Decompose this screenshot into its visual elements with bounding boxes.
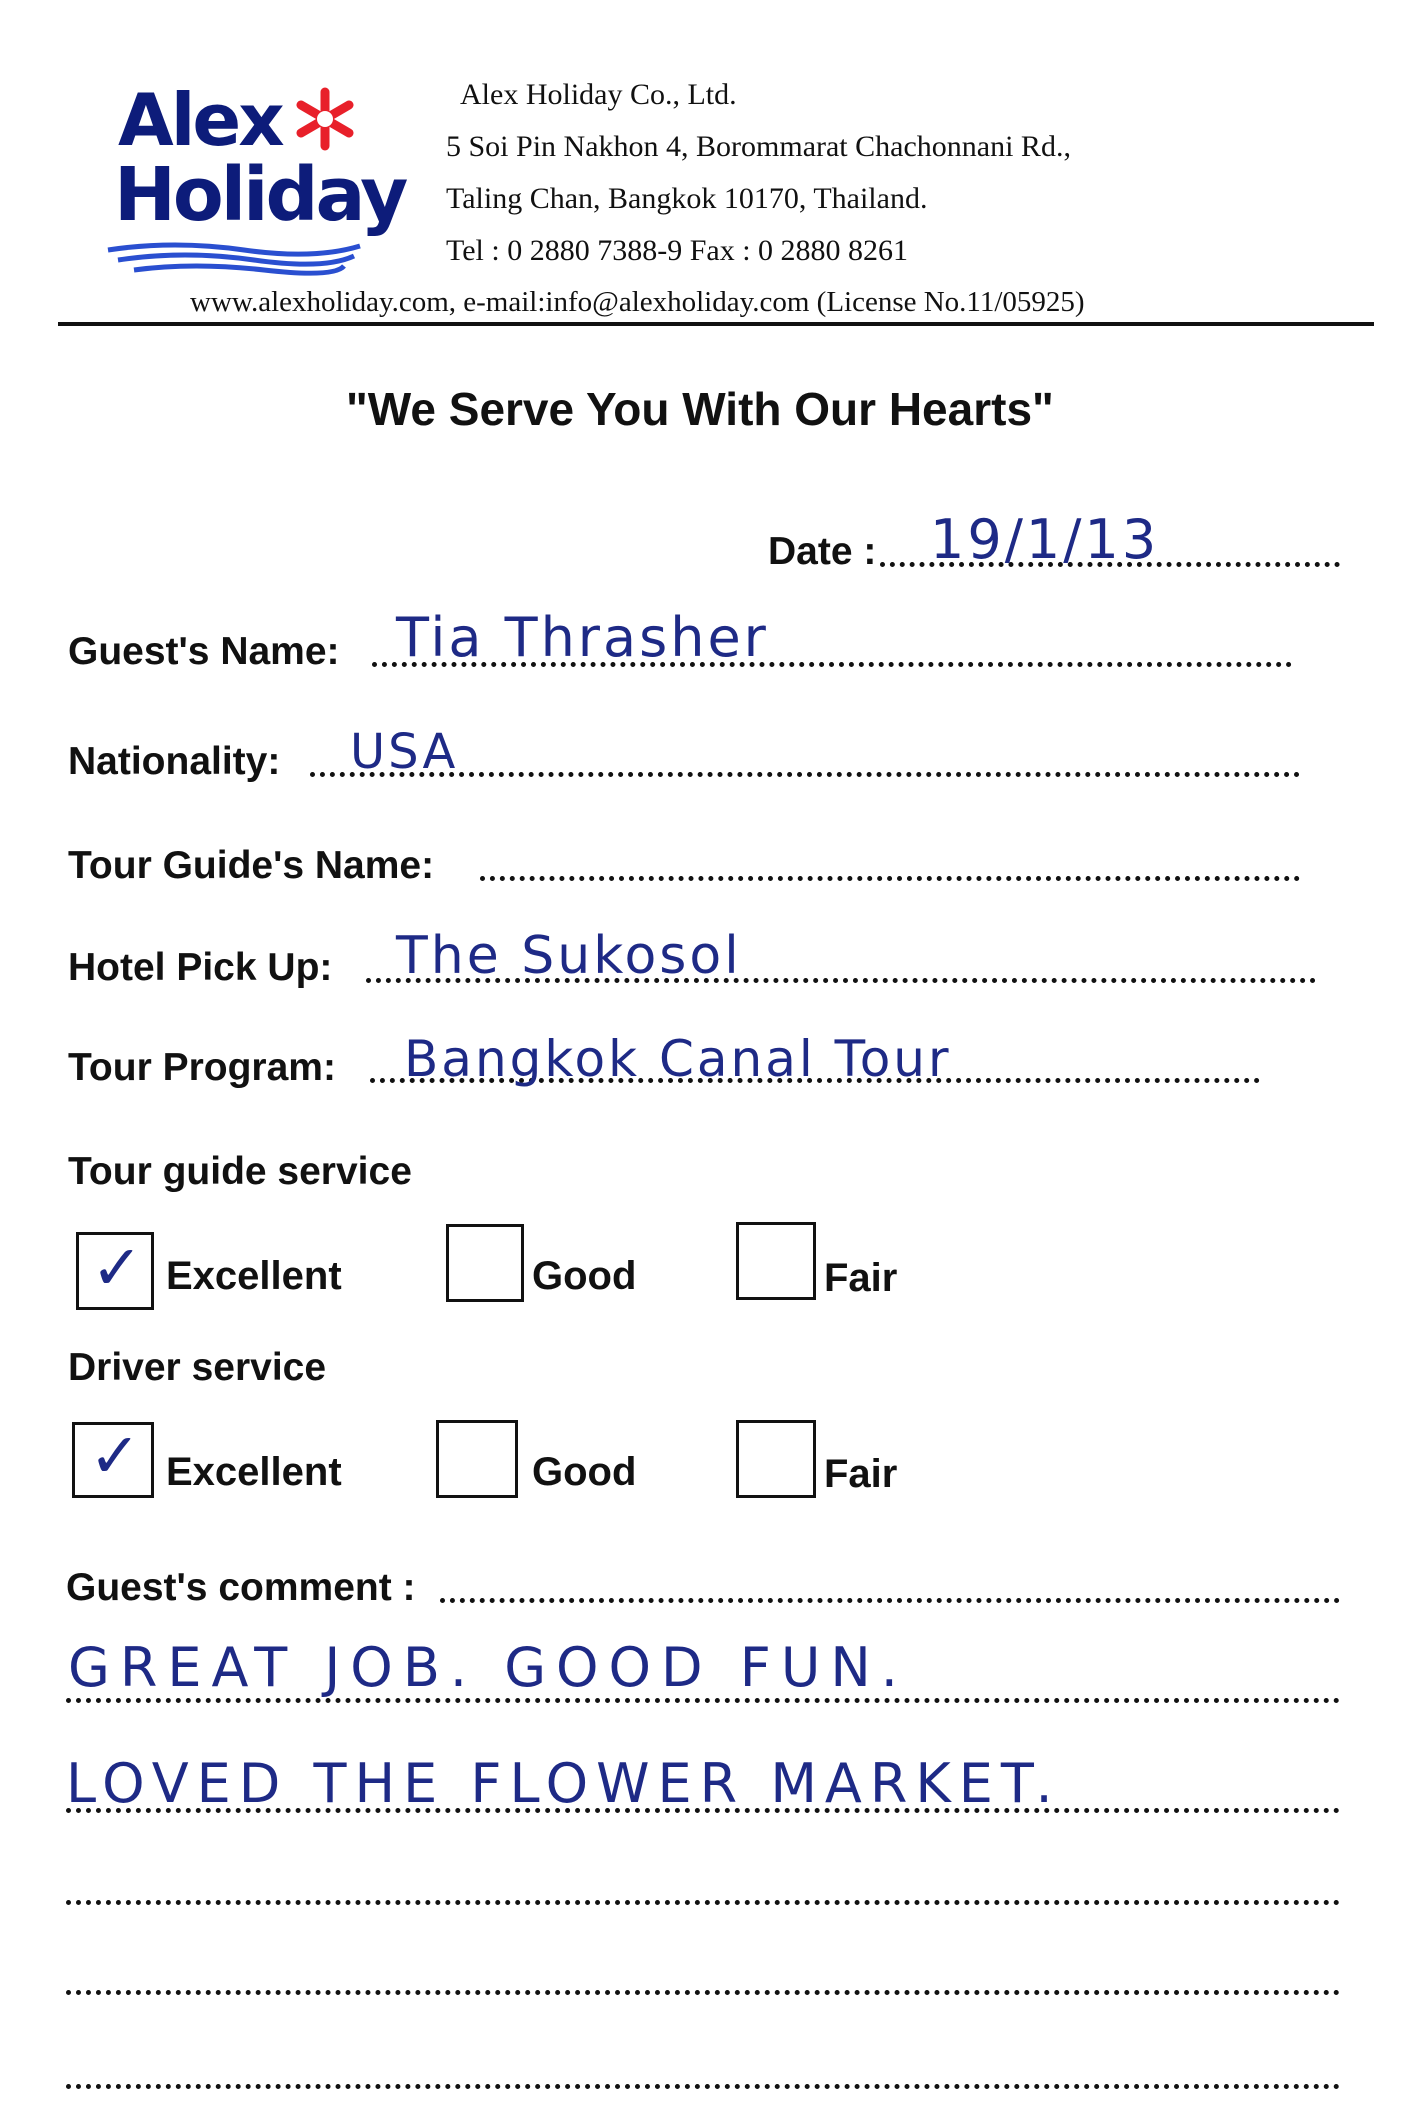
phone-fax: Tel : 0 2880 7388-9 Fax : 0 2880 8261 [446,234,909,267]
comment-dotted-line-4 [66,1990,1340,1995]
nationality-dotted-line [310,772,1300,777]
tour-guide-name-dotted-line [480,876,1300,881]
check-mark-icon: ✓ [91,1231,143,1304]
comment-dotted-line-5 [66,2084,1340,2089]
comment-dotted-line-2 [66,1808,1340,1813]
guest-comment-label: Guest's comment : [66,1566,416,1609]
header-divider [58,322,1374,326]
driver-excellent-label: Excellent [166,1450,342,1494]
date-value: 19/1/13 [930,508,1160,571]
tour-guide-fair-label: Fair [824,1256,898,1300]
tour-guide-excellent-checkbox[interactable] [76,1232,154,1310]
comment-line-2: LOVED THE FLOWER MARKET. [66,1752,1061,1815]
address-line-2: Taling Chan, Bangkok 10170, Thailand. [446,182,928,215]
hotel-pickup-label: Hotel Pick Up: [68,946,333,989]
tour-guide-service-title: Tour guide service [68,1150,412,1193]
driver-good-label: Good [532,1450,637,1494]
tour-guide-good-label: Good [532,1254,637,1298]
address-line-1: 5 Soi Pin Nakhon 4, Borommarat Chachonnani Rd., [446,130,1071,163]
check-mark-icon: ✓ [89,1419,141,1492]
guest-name-label: Guest's Name: [68,630,340,673]
comment-line-1: GREAT JOB. GOOD FUN. [68,1636,908,1699]
driver-excellent-checkbox[interactable] [72,1419,154,1498]
web-email-license: www.alexholiday.com, e-mail:info@alexholiday.com (License No.11/05925) [190,286,1085,318]
nationality-value: USA [350,724,459,780]
tour-guide-name-label: Tour Guide's Name: [68,844,435,887]
nationality-label: Nationality: [68,740,281,783]
comment-dotted-line-3 [66,1900,1340,1905]
driver-good-checkbox[interactable] [436,1420,518,1498]
asterisk-star-icon [292,86,358,152]
logo-text-alex: Alex [118,78,282,162]
tour-guide-fair-checkbox[interactable] [736,1222,816,1300]
comment-dotted-line-1 [66,1698,1340,1703]
tour-program-label: Tour Program: [68,1046,336,1089]
hotel-pickup-value: The Sukosol [396,926,742,986]
logo-text-holiday: Holiday [114,152,406,238]
date-label: Date : [768,530,877,573]
driver-fair-label: Fair [824,1452,898,1496]
wave-icon [104,238,364,278]
driver-fair-checkbox[interactable] [736,1420,816,1498]
tour-guide-excellent-label: Excellent [166,1254,342,1298]
guest-name-value: Tia Thrasher [396,606,769,669]
comment-header-dotted-line [440,1598,1340,1603]
tour-guide-good-checkbox[interactable] [446,1224,524,1302]
company-name: Alex Holiday Co., Ltd. [460,78,737,111]
driver-service-title: Driver service [68,1346,327,1389]
slogan: "We Serve You With Our Hearts" [346,383,1054,435]
tour-program-value: Bangkok Canal Tour [404,1030,952,1088]
company-logo [100,78,406,280]
